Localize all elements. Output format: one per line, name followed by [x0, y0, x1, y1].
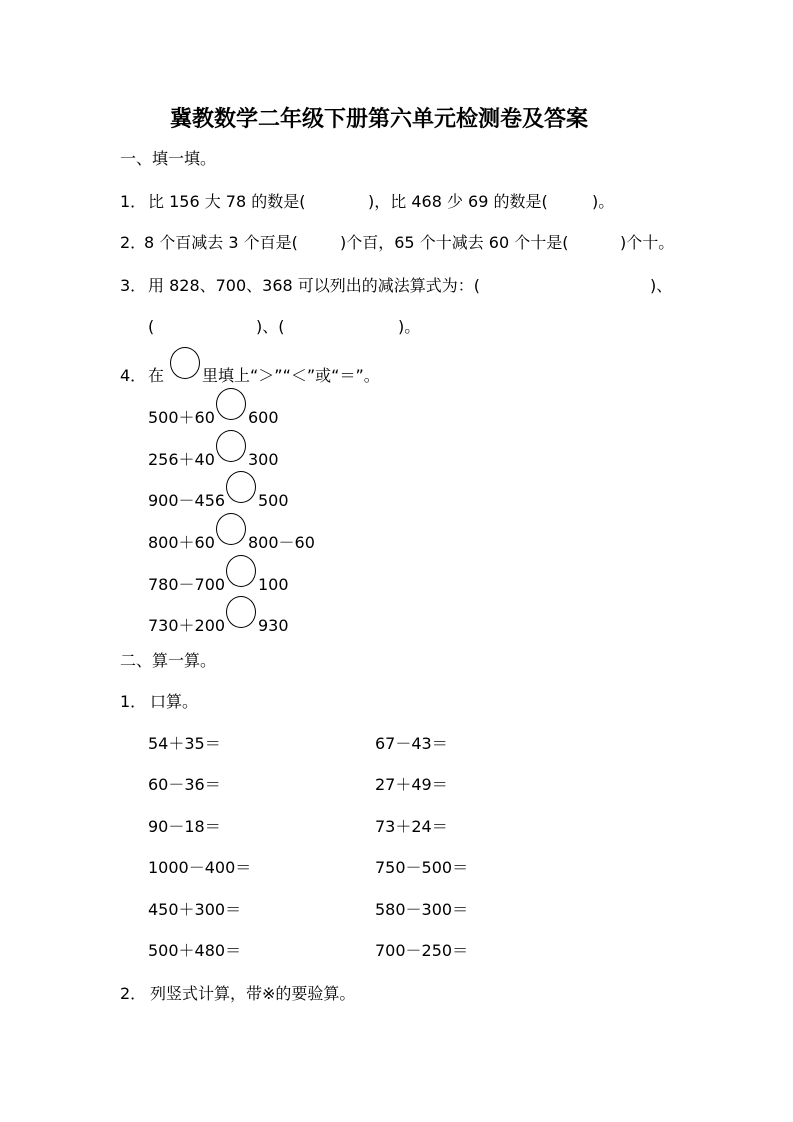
comparison-right: 600 [248, 408, 279, 427]
question-number: 1． [120, 692, 147, 711]
section-heading-calc: 二、算一算。 [120, 651, 217, 670]
comparison-answer-circle[interactable] [216, 513, 246, 545]
question-label: 列竖式计算，带※的要验算。 [150, 984, 356, 1003]
page-title: 冀教数学二年级下册第六单元检测卷及答案 [170, 107, 589, 132]
mental-calc-item: 750－500＝ [375, 858, 469, 877]
question-label: 口算。 [150, 692, 199, 711]
question-text: ( [148, 317, 155, 336]
question-text: )。 [592, 192, 615, 211]
mental-calc-item: 27＋49＝ [375, 775, 448, 794]
comparison-left: 730＋200 [148, 616, 226, 635]
comparison-answer-circle[interactable] [216, 388, 246, 420]
question-number: 3． [120, 276, 147, 295]
question-text: )个十。 [620, 233, 675, 252]
comparison-left: 256＋40 [148, 450, 215, 469]
mental-calc-item: 700－250＝ [375, 941, 469, 960]
question-text: 8 个百减去 3 个百是( [144, 233, 298, 252]
question-text: 里填上“＞”“＜”或“＝”。 [202, 366, 380, 385]
comparison-answer-circle[interactable] [226, 555, 256, 587]
comparison-left: 780－700 [148, 575, 226, 594]
question-text: )。 [398, 317, 421, 336]
mental-calc-item: 67－43＝ [375, 734, 448, 753]
question-text: 比 156 大 78 的数是( [148, 192, 306, 211]
comparison-answer-circle[interactable] [216, 430, 246, 462]
comparison-answer-circle[interactable] [226, 596, 256, 628]
comparison-right: 300 [248, 450, 279, 469]
question-text: )，比 468 少 69 的数是( [368, 192, 548, 211]
question-text: )、( [256, 317, 285, 336]
mental-calc-item: 1000－400＝ [148, 858, 252, 877]
question-text: 用 828、700、368 可以列出的减法算式为：( [148, 276, 481, 295]
mental-calc-item: 73＋24＝ [375, 817, 448, 836]
question-number: 1． [120, 192, 147, 211]
comparison-right: 930 [258, 616, 289, 635]
question-number: 2． [120, 984, 147, 1003]
comparison-right: 500 [258, 491, 289, 510]
question-text: )个百，65 个十减去 60 个十是( [340, 233, 569, 252]
mental-calc-item: 60－36＝ [148, 775, 221, 794]
comparison-right: 800－60 [248, 533, 315, 552]
mental-calc-item: 54＋35＝ [148, 734, 221, 753]
comparison-left: 900－456 [148, 491, 226, 510]
mental-calc-item: 500＋480＝ [148, 941, 242, 960]
comparison-right: 100 [258, 575, 289, 594]
question-number: 4． [120, 366, 147, 385]
comparison-answer-circle[interactable] [226, 471, 256, 503]
section-heading-fill: 一、填一填。 [120, 149, 217, 168]
mental-calc-item: 90－18＝ [148, 817, 221, 836]
question-text: 在 [148, 366, 165, 385]
mental-calc-item: 580－300＝ [375, 900, 469, 919]
mental-calc-item: 450＋300＝ [148, 900, 242, 919]
question-text: )、 [650, 276, 673, 295]
compare-circle-icon [170, 347, 200, 379]
comparison-left: 500＋60 [148, 408, 215, 427]
question-number: 2． [120, 233, 147, 252]
comparison-left: 800＋60 [148, 533, 215, 552]
